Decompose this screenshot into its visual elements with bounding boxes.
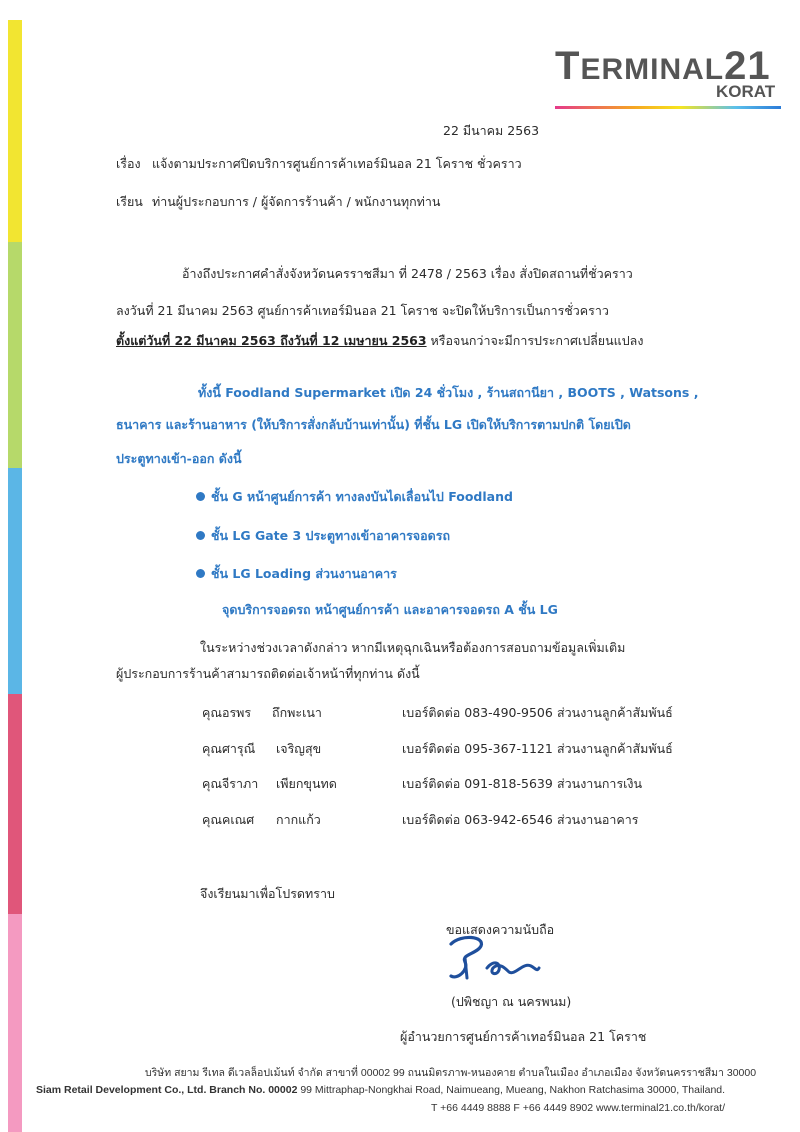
color-strip-yellow: [8, 20, 22, 242]
footer-contact-info: T +66 4449 8888 F +66 4449 8902 www.terminal21.co.th/korat/: [431, 1102, 725, 1114]
contact-first-name: คุณคเณศ: [202, 812, 255, 827]
contact-phone: เบอร์ติดต่อ 083-490-9506: [402, 705, 553, 720]
bullet-icon: [196, 569, 205, 578]
subject-text: แจ้งตามประกาศปิดบริการศูนย์การค้าเทอร์มินอล 21 โคราช ชั่วคราว: [152, 156, 522, 171]
footer-english-address: [36, 1084, 725, 1096]
entrance-item: ชั้น G หน้าศูนย์การค้า ทางลงบันไดเลื่อนไป Foodland: [196, 487, 513, 507]
logo-city: KORAT: [716, 82, 776, 101]
contact-intro-line-1: ในระหว่างช่วงเวลาดังกล่าว หากมีเหตุฉุกเฉินหรือต้องการสอบถามข้อมูลเพิ่มเติม: [200, 640, 626, 655]
contact-row: [0, 703, 800, 723]
contact-intro-line-2: ผู้ประกอบการร้านค้าสามารถติดต่อเจ้าหน้าที่ทุกท่าน ดังนี้: [116, 666, 420, 681]
contact-phone: เบอร์ติดต่อ 091-818-5639: [402, 776, 553, 791]
reference-line-2: ลงวันที่ 21 มีนาคม 2563 ศูนย์การค้าเทอร์มินอล 21 โคราช จะปิดให้บริการเป็นการชั่วคราว: [116, 303, 609, 318]
handwritten-signature: [443, 932, 553, 987]
contact-department: ส่วนงานอาคาร: [557, 812, 639, 827]
letter-date: 22 มีนาคม 2563: [443, 123, 540, 138]
to-text: ท่านผู้ประกอบการ / ผู้จัดการร้านค้า / พนักงานทุกท่าน: [152, 194, 441, 209]
contact-phone: เบอร์ติดต่อ 095-367-1121: [402, 741, 553, 756]
parking-service: จุดบริการจอดรถ หน้าศูนย์การค้า และอาคารจอดรถ A ชั้น LG: [222, 602, 558, 617]
footer-thai-address: บริษัท สยาม รีเทล ดีเวลล็อปเม้นท์ จำกัด สาขาที่ 00002 99 ถนนมิตรภาพ-หนองคาย ตำบลในเมือง อำเภอเมือง จังหวัดนครราชสีมา 30000: [145, 1067, 757, 1079]
signatory-title: ผู้อำนวยการศูนย์การค้าเทอร์มินอล 21 โคราช: [400, 1029, 647, 1044]
open-stores-line-1: ทั้งนี้ Foodland Supermarket เปิด 24 ชั่วโมง , ร้านสถานียา , BOOTS , Watsons ,: [198, 385, 699, 400]
open-stores-line-3: ประตูทางเข้า-ออก ดังนี้: [116, 451, 242, 466]
regards-line: ขอแสดงความนับถือ: [446, 922, 555, 937]
logo-rainbow-line: [555, 106, 781, 109]
subject-label: เรื่อง: [116, 156, 141, 171]
contact-first-name: คุณศารุณี: [202, 741, 256, 756]
closure-period: ตั้งแต่วันที่ 22 มีนาคม 2563 ถึงวันที่ 12 เมษายน 2563: [116, 333, 427, 348]
footer-company-name: Siam Retail Development Co., Ltd. Branch No. 00002: [36, 1084, 298, 1096]
contact-department: ส่วนงานการเงิน: [557, 776, 643, 791]
closing-line: จึงเรียนมาเพื่อโปรดทราบ: [200, 886, 335, 901]
contact-first-name: คุณอรพร: [202, 705, 252, 720]
color-strip-blue: [8, 468, 22, 694]
color-strip-green: [8, 242, 22, 468]
contact-last-name: ถึกพะเนา: [272, 705, 322, 720]
signatory-name: (ปพิชญา ณ นครพนม): [451, 994, 572, 1009]
bullet-icon: [196, 492, 205, 501]
contact-last-name: เจริญสุข: [276, 741, 322, 756]
color-strip-pink: [8, 914, 22, 1132]
contact-last-name: เพียกขุนทด: [276, 776, 337, 791]
contact-phone: เบอร์ติดต่อ 063-942-6546: [402, 812, 553, 827]
color-strip-red: [8, 694, 22, 914]
terminal21-logo: TERMINAL21: [555, 44, 771, 88]
closure-period-line: [116, 331, 643, 351]
contact-row: [0, 774, 800, 794]
footer-address: 99 Mittraphap-Nongkhai Road, Naimueang, Mueang, Nakhon Ratchasima 30000, Thailand.: [297, 1084, 726, 1096]
contact-row: [0, 739, 800, 759]
bullet-icon: [196, 531, 205, 540]
reference-line-1: อ้างถึงประกาศคำสั่งจังหวัดนครราชสีมา ที่ 2478 / 2563 เรื่อง สั่งปิดสถานที่ชั่วคราว: [182, 266, 633, 281]
contact-department: ส่วนงานลูกค้าสัมพันธ์: [557, 705, 673, 720]
open-stores-line-2: ธนาคาร และร้านอาหาร (ให้บริการสั่งกลับบ้านเท่านั้น) ที่ชั้น LG เปิดให้บริการตามปกติ โดยเปิด: [116, 417, 631, 432]
contact-department: ส่วนงานลูกค้าสัมพันธ์: [557, 741, 673, 756]
contact-row: [0, 810, 800, 830]
to-label: เรียน: [116, 194, 143, 209]
entrance-item: ชั้น LG Loading ส่วนงานอาคาร: [196, 564, 397, 584]
entrance-item: ชั้น LG Gate 3 ประตูทางเข้าอาคารจอดรถ: [196, 526, 450, 546]
contact-last-name: กากแก้ว: [276, 812, 321, 827]
contact-first-name: คุณจีราภา: [202, 776, 259, 791]
closure-period-rest: หรือจนกว่าจะมีการประกาศเปลี่ยนแปลง: [426, 333, 644, 348]
